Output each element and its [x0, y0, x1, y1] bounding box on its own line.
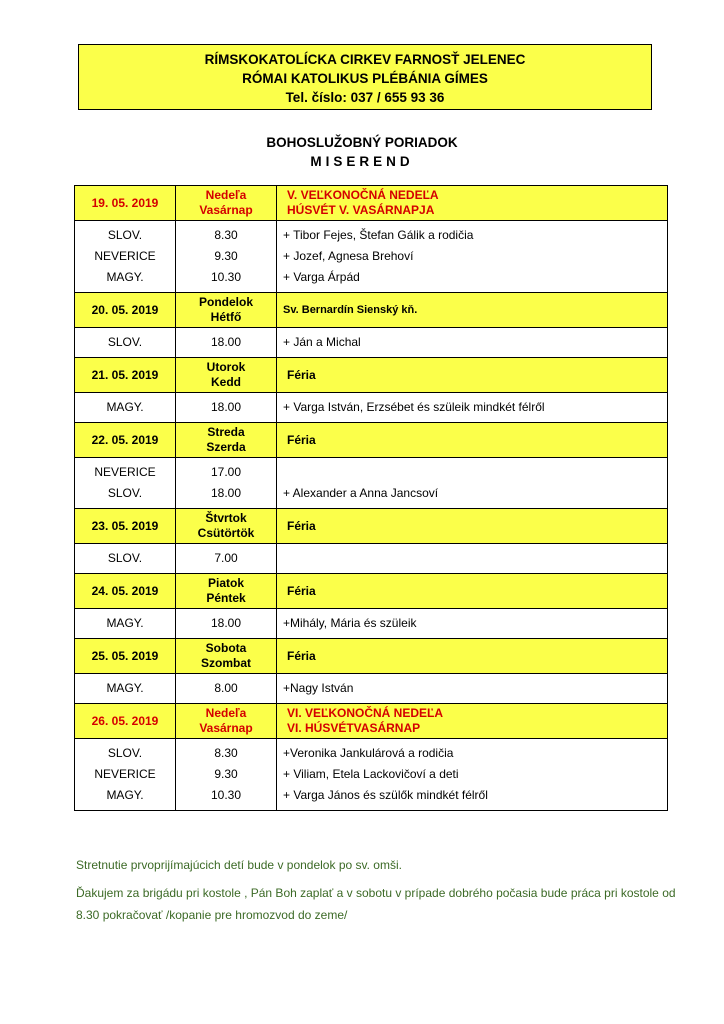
mass-time: 7.00 — [214, 551, 238, 565]
liturgical-day — [277, 574, 668, 609]
liturgical-day — [277, 186, 668, 221]
liturgical-day-line: V. VEĽKONOČNÁ NEDEĽA — [287, 188, 439, 202]
mass-intention-cell — [277, 544, 668, 574]
liturgical-day-line: VI. VEĽKONOČNÁ NEDEĽA — [287, 706, 444, 720]
liturgical-day — [277, 704, 668, 739]
day-name — [176, 186, 277, 221]
day-header-row — [75, 293, 668, 328]
mass-language-cell — [75, 458, 176, 509]
mass-time-cell — [176, 544, 277, 574]
mass-language: NEVERICE — [94, 249, 156, 263]
day-name — [176, 358, 277, 393]
mass-language: SLOV. — [107, 551, 143, 565]
liturgical-day-line: Féria — [287, 367, 316, 382]
liturgical-day-line: Féria — [287, 518, 316, 533]
mass-time: 18.00 — [210, 335, 242, 349]
liturgical-day-line: Sv. Bernardín Sienský kň. — [283, 303, 418, 316]
mass-row — [75, 674, 668, 704]
mass-time-cell — [176, 328, 277, 358]
mass-intention: + Alexander a Anna Jancsoví — [283, 486, 439, 500]
mass-language-cell — [75, 393, 176, 423]
liturgical-day — [277, 509, 668, 544]
mass-row — [75, 458, 668, 509]
mass-language-cell — [75, 221, 176, 293]
mass-time-cell — [176, 739, 277, 811]
mass-row — [75, 739, 668, 811]
mass-language: MAGY. — [106, 788, 144, 802]
parish-phone: Tel. číslo: 037 / 655 93 36 — [285, 90, 445, 105]
day-name — [176, 423, 277, 458]
mass-intention: + Jozef, Agnesa Brehoví — [283, 249, 414, 263]
day-date: 23. 05. 2019 — [75, 509, 176, 544]
document-title — [0, 133, 724, 171]
liturgical-day-line: HÚSVÉT V. VASÁRNAPJA — [287, 203, 435, 217]
mass-language: NEVERICE — [94, 465, 156, 479]
parish-name-slovak: RÍMSKOKATOLÍCKA CIRKEV FARNOSŤ JELENEC — [204, 52, 526, 67]
liturgical-day-line: Féria — [287, 583, 316, 598]
announcement-volunteer-work: Ďakujem za brigádu pri kostole , Pán Boh zaplať a v sobotu v prípade dobrého počasia bude práca pri kostole od 8.30 pokračovať /kopanie pre hromozvod do zeme/ — [76, 886, 676, 922]
mass-time: 18.00 — [210, 400, 242, 414]
day-name-hungarian: Szerda — [206, 440, 246, 454]
mass-language-cell — [75, 674, 176, 704]
day-header-row — [75, 358, 668, 393]
mass-time-cell — [176, 221, 277, 293]
mass-language: MAGY. — [106, 270, 144, 284]
day-name-hungarian: Vasárnap — [199, 721, 253, 735]
mass-language: SLOV. — [107, 486, 143, 500]
day-header-row — [75, 639, 668, 674]
mass-time: 9.30 — [214, 249, 238, 263]
day-header-row — [75, 423, 668, 458]
day-header-row — [75, 574, 668, 609]
mass-intention-cell — [277, 221, 668, 293]
mass-time: 9.30 — [214, 767, 238, 781]
mass-intention-cell — [277, 739, 668, 811]
mass-intention: +Nagy István — [283, 681, 354, 695]
mass-intention-cell — [277, 393, 668, 423]
mass-time: 18.00 — [210, 616, 242, 630]
mass-intention: + Varga Árpád — [283, 270, 360, 284]
mass-time: 17.00 — [210, 465, 242, 479]
day-header-row — [75, 704, 668, 739]
mass-language-cell — [75, 328, 176, 358]
mass-intention: + Varga István, Erzsébet és szüleik mindkét félről — [283, 400, 545, 414]
mass-row — [75, 221, 668, 293]
mass-language-cell — [75, 739, 176, 811]
day-date: 19. 05. 2019 — [75, 186, 176, 221]
day-header-row — [75, 186, 668, 221]
day-date: 20. 05. 2019 — [75, 293, 176, 328]
day-name-slovak: Štvrtok — [205, 511, 247, 525]
day-date: 22. 05. 2019 — [75, 423, 176, 458]
mass-language: SLOV. — [107, 228, 143, 242]
day-name-slovak: Pondelok — [198, 295, 253, 309]
mass-time: 10.30 — [210, 270, 242, 284]
mass-language-cell — [75, 609, 176, 639]
day-name-slovak: Sobota — [205, 641, 247, 655]
day-name — [176, 639, 277, 674]
day-name-hungarian: Kedd — [211, 375, 241, 389]
mass-row — [75, 609, 668, 639]
mass-time: 10.30 — [210, 788, 242, 802]
mass-intention — [283, 462, 667, 483]
announcements — [76, 854, 696, 926]
mass-language: SLOV. — [107, 335, 143, 349]
mass-schedule-table — [74, 185, 668, 811]
liturgical-day-line: Féria — [287, 432, 316, 447]
mass-intention — [283, 548, 667, 569]
mass-language: NEVERICE — [94, 767, 156, 781]
mass-language: MAGY. — [106, 681, 144, 695]
day-date: 21. 05. 2019 — [75, 358, 176, 393]
mass-intention-cell — [277, 674, 668, 704]
liturgical-day-line: Féria — [287, 648, 316, 663]
liturgical-day — [277, 423, 668, 458]
day-name-hungarian: Hétfő — [210, 310, 242, 324]
mass-language: MAGY. — [106, 400, 144, 414]
day-date: 24. 05. 2019 — [75, 574, 176, 609]
mass-intention: + Viliam, Etela Lackovičoví a deti — [283, 767, 459, 781]
announcement-first-communion: Stretnutie prvoprijímajúcich detí bude v pondelok po sv. omši. — [76, 858, 402, 872]
day-name — [176, 509, 277, 544]
day-name-hungarian: Csütörtök — [197, 526, 255, 540]
mass-time-cell — [176, 674, 277, 704]
mass-time: 8.30 — [214, 746, 238, 760]
liturgical-day-line: VI. HÚSVÉTVASÁRNAP — [287, 721, 421, 735]
mass-time-cell — [176, 458, 277, 509]
day-date: 25. 05. 2019 — [75, 639, 176, 674]
day-name-hungarian: Vasárnap — [199, 203, 253, 217]
mass-intention: + Ján a Michal — [283, 335, 361, 349]
day-name-hungarian: Péntek — [206, 591, 246, 605]
mass-row — [75, 393, 668, 423]
mass-language: SLOV. — [107, 746, 143, 760]
mass-intention-cell — [277, 458, 668, 509]
day-name — [176, 704, 277, 739]
mass-language-cell — [75, 544, 176, 574]
mass-row — [75, 328, 668, 358]
day-name-slovak: Streda — [207, 425, 245, 439]
day-header-row — [75, 509, 668, 544]
day-name-hungarian: Szombat — [200, 656, 251, 670]
day-date: 26. 05. 2019 — [75, 704, 176, 739]
mass-time: 8.00 — [214, 681, 238, 695]
day-name-slovak: Nedeľa — [205, 706, 247, 720]
mass-intention: +Veronika Jankulárová a rodičia — [283, 746, 454, 760]
parish-header — [78, 44, 652, 110]
liturgical-day — [277, 293, 668, 328]
mass-intention-cell — [277, 328, 668, 358]
mass-intention: +Mihály, Mária és szüleik — [283, 616, 417, 630]
day-name-slovak: Nedeľa — [205, 188, 247, 202]
mass-time-cell — [176, 393, 277, 423]
day-name-slovak: Utorok — [206, 360, 246, 374]
parish-name-hungarian: RÓMAI KATOLIKUS PLÉBÁNIA GÍMES — [242, 71, 488, 86]
mass-time: 8.30 — [214, 228, 238, 242]
mass-intention-cell — [277, 609, 668, 639]
title-slovak: BOHOSLUŽOBNÝ PORIADOK — [266, 135, 458, 150]
mass-time: 18.00 — [210, 486, 242, 500]
mass-row — [75, 544, 668, 574]
liturgical-day — [277, 358, 668, 393]
day-name-slovak: Piatok — [207, 576, 244, 590]
mass-time-cell — [176, 609, 277, 639]
liturgical-day — [277, 639, 668, 674]
mass-intention: + Varga János és szülők mindkét félről — [283, 788, 488, 802]
title-hungarian: MISEREND — [310, 154, 414, 169]
day-name — [176, 574, 277, 609]
mass-intention: + Tibor Fejes, Štefan Gálik a rodičia — [283, 228, 474, 242]
day-name — [176, 293, 277, 328]
mass-language: MAGY. — [106, 616, 144, 630]
